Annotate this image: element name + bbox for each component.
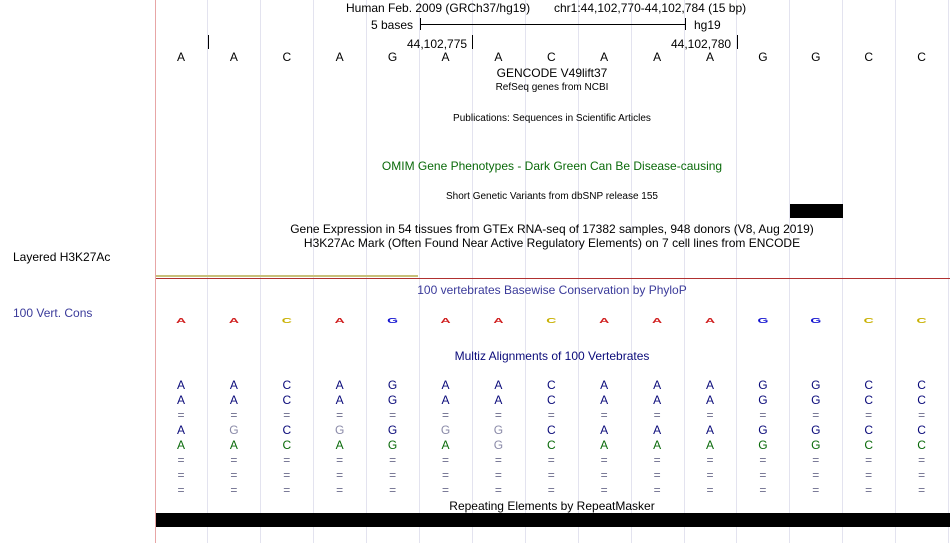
phylop-logo-letter: A	[440, 315, 451, 325]
aligned-base: =	[547, 408, 555, 422]
reference-base: C	[546, 50, 556, 64]
h3k27ac-signal	[156, 275, 418, 277]
ruler-coord-2: 44,102,780	[671, 37, 732, 51]
aligned-base: =	[759, 483, 767, 497]
publications-track-title[interactable]: Publications: Sequences in Scientific Articles	[453, 113, 651, 124]
aligned-base: =	[653, 453, 661, 467]
aligned-base: =	[918, 453, 926, 467]
assembly-text: Human Feb. 2009 (GRCh37/hg19)	[346, 1, 531, 15]
aligned-base: =	[389, 468, 397, 482]
aligned-base: =	[230, 483, 238, 497]
phylop-logo-letter: A	[704, 315, 716, 325]
aligned-base: G	[387, 378, 398, 392]
reference-base: A	[494, 50, 503, 64]
ruler-tick-1	[472, 35, 473, 49]
aligned-base: A	[229, 438, 238, 452]
aligned-base: A	[335, 438, 344, 452]
multiz-track-title[interactable]: Multiz Alignments of 100 Vertebrates	[454, 349, 650, 363]
aligned-base: A	[494, 378, 503, 392]
aligned-base: A	[335, 378, 344, 392]
reference-base: A	[441, 50, 450, 64]
aligned-base: =	[230, 468, 238, 482]
aligned-base: =	[177, 483, 185, 497]
aligned-base: =	[494, 408, 502, 422]
aligned-base: =	[918, 468, 926, 482]
phylop-logo-letter: A	[493, 315, 504, 325]
aligned-base: C	[546, 438, 556, 452]
aligned-base: A	[335, 393, 344, 407]
aligned-base: =	[706, 408, 714, 422]
aligned-base: G	[758, 438, 768, 452]
grid-line	[472, 0, 473, 543]
aligned-base: A	[494, 393, 503, 407]
aligned-base: G	[387, 423, 398, 437]
grid-line	[684, 0, 685, 543]
aligned-base: C	[546, 378, 556, 392]
aligned-base: A	[705, 423, 714, 437]
grid-line	[895, 0, 896, 543]
omim-track-title[interactable]: OMIM Gene Phenotypes - Dark Green Can Be Disease-causing	[381, 159, 723, 173]
aligned-base: A	[176, 378, 185, 392]
aligned-base: =	[706, 483, 714, 497]
aligned-base: =	[441, 468, 449, 482]
aligned-base: =	[283, 468, 291, 482]
aligned-base: C	[282, 423, 292, 437]
aligned-base: =	[918, 408, 926, 422]
reference-base: A	[705, 50, 714, 64]
reference-base: A	[600, 50, 609, 64]
aligned-base: A	[229, 378, 238, 392]
aligned-base: A	[653, 393, 662, 407]
grid-line	[366, 0, 367, 543]
aligned-base: =	[547, 468, 555, 482]
aligned-base: C	[282, 438, 292, 452]
aligned-base: =	[865, 483, 873, 497]
aligned-base: G	[811, 378, 821, 392]
aligned-base: A	[600, 423, 609, 437]
aligned-base: G	[387, 438, 398, 452]
aligned-base: =	[494, 468, 502, 482]
track-labels-column	[0, 0, 155, 543]
aligned-base: C	[917, 378, 926, 392]
aligned-base: =	[600, 468, 608, 482]
phylop-logo-letter: C	[863, 315, 874, 325]
aligned-base: A	[600, 393, 609, 407]
aligned-base: A	[600, 378, 609, 392]
grid-line	[207, 0, 208, 543]
aligned-base: =	[283, 453, 291, 467]
aligned-base: C	[864, 393, 874, 407]
reference-base: A	[653, 50, 662, 64]
aligned-base: A	[653, 378, 662, 392]
phylop-logo-letter: C	[546, 315, 557, 325]
aligned-base: G	[758, 393, 768, 407]
scale-text: 5 bases	[371, 18, 414, 32]
aligned-base: G	[229, 423, 239, 437]
aligned-base: G	[493, 423, 504, 437]
aligned-base: A	[229, 393, 238, 407]
reference-base: C	[917, 50, 926, 64]
grid-line	[736, 0, 737, 543]
reference-base: G	[811, 50, 821, 64]
gencode-track-title[interactable]: GENCODE V49lift37	[496, 66, 608, 80]
dbsnp-track-title[interactable]: Short Genetic Variants from dbSNP release 155	[446, 191, 658, 202]
phylop-track-title[interactable]: 100 vertebrates Basewise Conservation by PhyloP	[417, 283, 687, 297]
aligned-base: C	[917, 393, 926, 407]
phylop-logo-letter: C	[281, 315, 292, 325]
reference-base: A	[176, 50, 185, 64]
reference-base: C	[864, 50, 874, 64]
aligned-base: =	[389, 408, 397, 422]
aligned-base: G	[335, 423, 345, 437]
aligned-base: =	[865, 408, 873, 422]
aligned-base: =	[177, 408, 185, 422]
aligned-base: G	[387, 393, 398, 407]
grid-line	[260, 0, 261, 543]
label-divider[interactable]	[155, 0, 156, 543]
aligned-base: =	[283, 483, 291, 497]
aligned-base: C	[546, 423, 556, 437]
aligned-base: C	[546, 393, 556, 407]
grid-line	[789, 0, 790, 543]
aligned-base: =	[177, 468, 185, 482]
aligned-base: A	[176, 393, 185, 407]
grid-line	[948, 0, 949, 543]
aligned-base: =	[389, 453, 397, 467]
grid-line	[631, 0, 632, 543]
aligned-base: G	[811, 438, 821, 452]
grid-line	[313, 0, 314, 543]
aligned-base: A	[441, 378, 450, 392]
aligned-base: G	[758, 423, 768, 437]
ruler-tick-start	[208, 35, 209, 49]
aligned-base: =	[283, 408, 291, 422]
aligned-base: =	[547, 453, 555, 467]
aligned-base: C	[864, 438, 874, 452]
phylop-logo-letter: G	[810, 315, 822, 325]
repeatmasker-feature[interactable]	[156, 513, 950, 527]
grid-line	[419, 0, 420, 543]
aligned-base: =	[441, 408, 449, 422]
aligned-base: G	[758, 378, 768, 392]
scale-bar	[420, 24, 685, 25]
phylop-logo-letter: A	[599, 315, 610, 325]
aligned-base: A	[441, 393, 450, 407]
aligned-base: =	[336, 453, 344, 467]
gtex-track-title[interactable]: Gene Expression in 54 tissues from GTEx RNA-seq of 17382 samples, 948 donors (V8, Aug 2019)	[290, 222, 814, 236]
aligned-base: =	[865, 453, 873, 467]
db-text: hg19	[694, 18, 721, 32]
aligned-base: =	[336, 483, 344, 497]
aligned-base: A	[705, 378, 714, 392]
reference-base: C	[282, 50, 292, 64]
aligned-base: =	[600, 408, 608, 422]
aligned-base: G	[811, 393, 821, 407]
aligned-base: =	[812, 453, 820, 467]
aligned-base: =	[336, 408, 344, 422]
aligned-base: C	[864, 423, 874, 437]
aligned-base: C	[282, 393, 292, 407]
phylop-logo-letter: A	[334, 315, 345, 325]
aligned-base: G	[493, 438, 504, 452]
aligned-base: =	[653, 483, 661, 497]
aligned-base: =	[653, 468, 661, 482]
phylop-track-label[interactable]: 100 Vert. Cons	[13, 306, 93, 320]
reference-base: G	[387, 50, 398, 64]
aligned-base: =	[230, 408, 238, 422]
ruler-coord-1: 44,102,775	[407, 37, 468, 51]
phylop-logo-letter: G	[757, 315, 769, 325]
aligned-base: =	[336, 468, 344, 482]
aligned-base: A	[705, 393, 714, 407]
aligned-base: C	[917, 438, 926, 452]
phylop-logo-letter: G	[387, 315, 399, 325]
aligned-base: =	[547, 483, 555, 497]
scale-bar-right-tick	[685, 18, 686, 30]
aligned-base: C	[282, 378, 292, 392]
h3k27ac-track-title[interactable]: H3K27Ac Mark (Often Found Near Active Regulatory Elements) on 7 cell lines from ENCODE	[303, 236, 801, 250]
aligned-base: =	[177, 453, 185, 467]
reference-base: A	[229, 50, 238, 64]
aligned-base: =	[918, 483, 926, 497]
phylop-logo-letter: A	[652, 315, 663, 325]
phylop-logo-letter: C	[916, 315, 927, 325]
aligned-base: =	[759, 408, 767, 422]
aligned-base: G	[811, 423, 821, 437]
aligned-base: =	[230, 453, 238, 467]
aligned-base: =	[441, 483, 449, 497]
refseq-track-title[interactable]: RefSeq genes from NCBI	[495, 82, 609, 93]
aligned-base: =	[706, 453, 714, 467]
aligned-base: =	[494, 453, 502, 467]
aligned-base: A	[441, 438, 450, 452]
aligned-base: =	[441, 453, 449, 467]
aligned-base: G	[440, 423, 451, 437]
repeatmasker-track-title[interactable]: Repeating Elements by RepeatMasker	[449, 499, 655, 513]
phylop-logo-letter: A	[228, 315, 239, 325]
aligned-base: A	[176, 438, 185, 452]
aligned-base: A	[653, 438, 662, 452]
position-text: chr1:44,102,770-44,102,784 (15 bp)	[554, 1, 747, 15]
aligned-base: =	[759, 453, 767, 467]
reference-base: A	[335, 50, 344, 64]
aligned-base: =	[653, 408, 661, 422]
aligned-base: A	[600, 438, 609, 452]
reference-base: G	[758, 50, 768, 64]
aligned-base: =	[494, 483, 502, 497]
aligned-base: =	[812, 408, 820, 422]
grid-line	[842, 0, 843, 543]
aligned-base: C	[864, 378, 874, 392]
aligned-base: =	[812, 483, 820, 497]
dbsnp-variant-feature[interactable]	[790, 204, 843, 218]
h3k27ac-track-label[interactable]: Layered H3K27Ac	[13, 250, 111, 264]
track-separator	[156, 278, 950, 279]
aligned-base: A	[653, 423, 662, 437]
aligned-base: =	[812, 468, 820, 482]
aligned-base: =	[600, 453, 608, 467]
aligned-base: =	[865, 468, 873, 482]
aligned-base: C	[917, 423, 926, 437]
aligned-base: =	[706, 468, 714, 482]
aligned-base: A	[705, 438, 714, 452]
aligned-base: =	[389, 483, 397, 497]
aligned-base: =	[759, 468, 767, 482]
ruler-tick-2	[737, 35, 738, 49]
aligned-base: A	[176, 423, 185, 437]
phylop-logo-letter: A	[175, 315, 187, 325]
aligned-base: =	[600, 483, 608, 497]
